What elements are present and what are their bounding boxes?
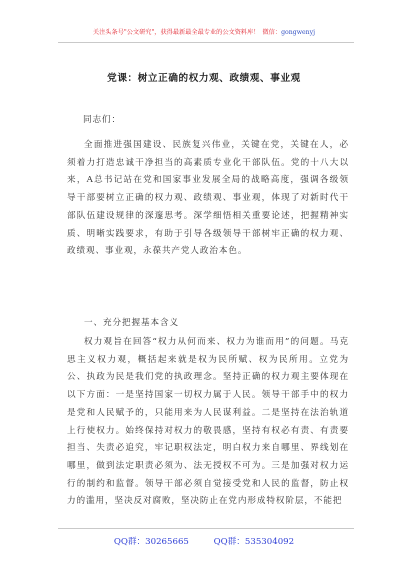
document-title: 党课：树立正确的权力观、政绩观、事业观 bbox=[107, 73, 301, 84]
paragraph-power-view: 权力观旨在回答“权力从何而来、权力为谁而用”的问题。马克思主义权力观，概括起来就是权为民所赋、权为民所用。立党为公、执政为民是我们党的执政理念。坚持正确的权力观主要体现在以下方面：一是坚持国家一切权力属于人民。领导干部手中的权力是党和人民赋予的，只能用来为人民谋利益。二是坚持在法治轨道上行使权力。始终保持对权力的敬畏感，坚持有权必有责、有责要担当、失责必追究，牢记职权法定，明白权力来自哪里、界线划在哪里，做到法定职责必须为、法无授权不可为。三是加强对权力运行的制约和监督。领导干部必须自觉接受党和人民的监督，防止权力的滥用，坚决反对腐败，坚决防止在党内形成特权阶层，不能把 bbox=[67, 337, 349, 507]
footer-contacts bbox=[0, 535, 408, 547]
header-divider bbox=[58, 42, 354, 43]
banner-wechat-id[interactable]: gongwenyj bbox=[281, 29, 316, 36]
header-banner bbox=[0, 29, 408, 37]
banner-wechat-label: 微信： bbox=[262, 29, 282, 36]
section-heading: 一、充分把握基本含义 bbox=[84, 318, 179, 328]
footer-qq-group-1: QQ群：30265665 bbox=[113, 537, 189, 547]
banner-main-text: 关注头条号"公文研究"，获得最新最全最专业的公文资料库！ bbox=[92, 29, 260, 36]
paragraph-intro: 全面推进强国建设、民族复兴伟业，关键在党，关键在人，必须着力打造忠诚干净担当的高素质专业化干部队伍。党的十八大以来，A总书记站在党和国家事业发展全局的战略高度，强调各级领导干部要树立正确的权力观、政绩观、事业观，体现了对新时代干部队伍建设规律的深邃思考。深学细悟相关重要论述，把握精神实质、明晰实践要求，有助于引导各级领导干部树牢正确的权力观、政绩观、事业观，永葆共产党人政治本色。 bbox=[67, 140, 349, 257]
footer-qq-group-2: QQ群：535304092 bbox=[213, 537, 295, 547]
greeting: 同志们： bbox=[83, 115, 121, 125]
footer-divider bbox=[58, 528, 354, 529]
